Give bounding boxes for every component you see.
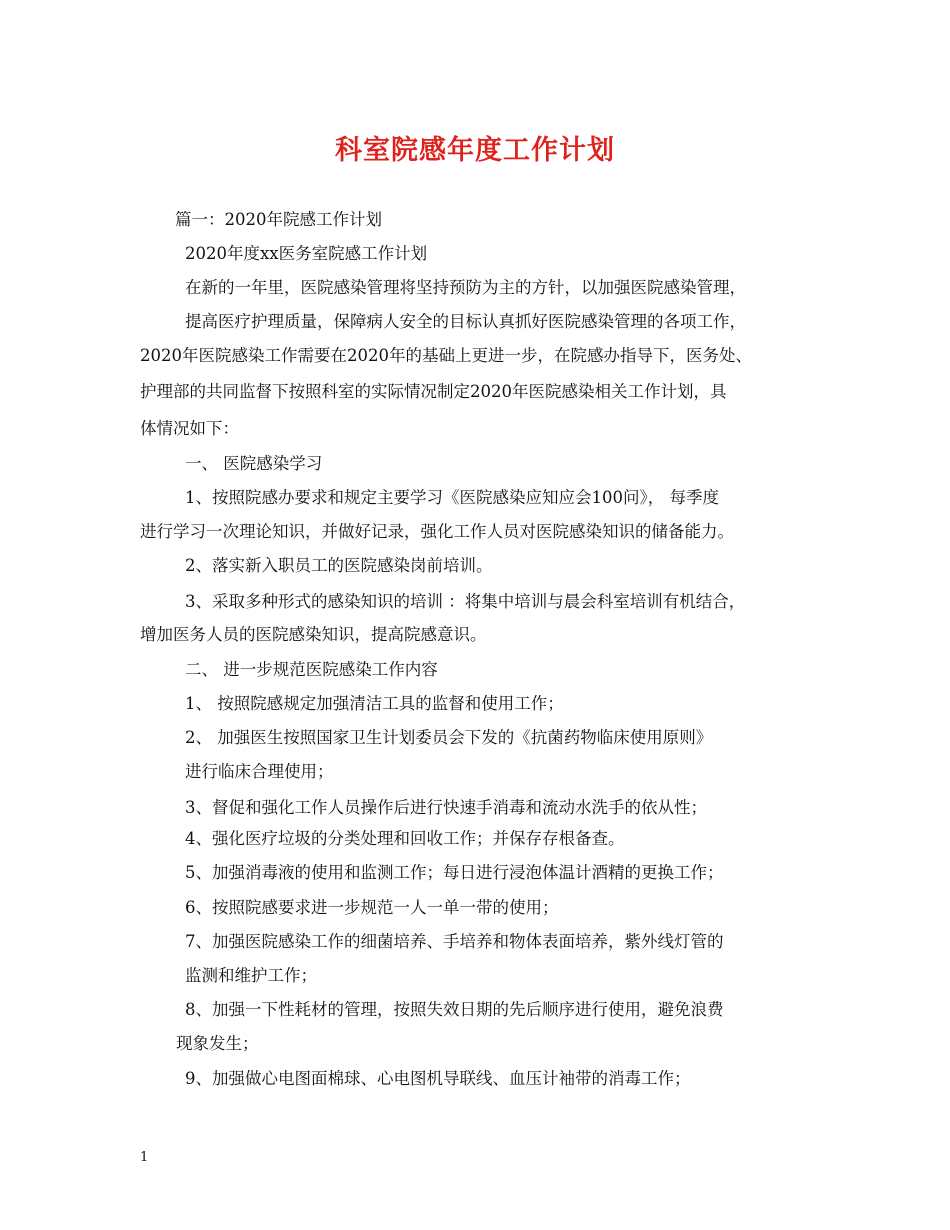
text-line: 提高医疗护理质量，保障病人安全的目标认真抓好医院感染管理的各项工作， (185, 312, 746, 331)
text-line: 在新的一年里，医院感染管理将坚持预防为主的方针，以加强医院感染管理， (185, 278, 746, 297)
text-line: 现象发生； (176, 1034, 259, 1053)
text-line: 9、加强做心电图面棉球、心电图机导联线、血压计袖带的消毒工作； (185, 1069, 691, 1088)
text-line: 1、 按照院感规定加强清洁工具的监督和使用工作； (185, 694, 564, 713)
section-heading: 一、 医院感染学习 (185, 454, 323, 473)
text-line: 篇一：2020年院感工作计划 (175, 210, 382, 229)
document-title: 科室院感年度工作计划 (335, 135, 615, 166)
text-line: 1、按照院感办要求和规定主要学习《医院感染应知应会100问》， 每季度 (185, 488, 719, 507)
text-line: 2020年医院感染工作需要在2020年的基础上更进一步，在院感办指导下，医务处、 (140, 346, 752, 365)
text-line: 进行临床合理使用； (185, 762, 334, 781)
text-line: 2、落实新入职员工的医院感染岗前培训。 (185, 556, 493, 575)
text-line: 7、加强医院感染工作的细菌培养、手培养和物体表面培养，紫外线灯管的 (185, 932, 724, 951)
section-heading: 二、 进一步规范医院感染工作内容 (185, 660, 438, 679)
text-line: 3、督促和强化工作人员操作后进行快速手消毒和流动水洗手的依从性； (185, 798, 707, 817)
text-line: 护理部的共同监督下按照科室的实际情况制定2020年医院感染相关工作计划，具 (140, 382, 727, 401)
text-line: 2020年度xx医务室院感工作计划 (185, 244, 428, 263)
text-line: 4、强化医疗垃圾的分类处理和回收工作；并保存存根备查。 (185, 829, 625, 848)
text-line: 2、 加强医生按照国家卫生计划委员会下发的《抗菌药物临床使用原则》 (185, 728, 713, 747)
text-line: 增加医务人员的医院感染知识，提高院感意识。 (140, 625, 487, 644)
text-line: 监测和维护工作； (185, 966, 317, 985)
text-line: 进行学习一次理论知识，并做好记录，强化工作人员对医院感染知识的储备能力。 (140, 522, 734, 541)
text-line: 5、加强消毒液的使用和监测工作；每日进行浸泡体温计酒精的更换工作； (185, 863, 724, 882)
text-line: 体情况如下： (140, 419, 239, 438)
text-line: 8、加强一下性耗材的管理，按照失效日期的先后顺序进行使用，避免浪费 (185, 1000, 724, 1019)
page-number: 1 (140, 1150, 149, 1165)
text-line: 3、采取多种形式的感染知识的培训 ：将集中培训与晨会科室培训有机结合， (185, 592, 746, 611)
text-line: 6、按照院感要求进一步规范一人一单一带的使用； (185, 898, 559, 917)
